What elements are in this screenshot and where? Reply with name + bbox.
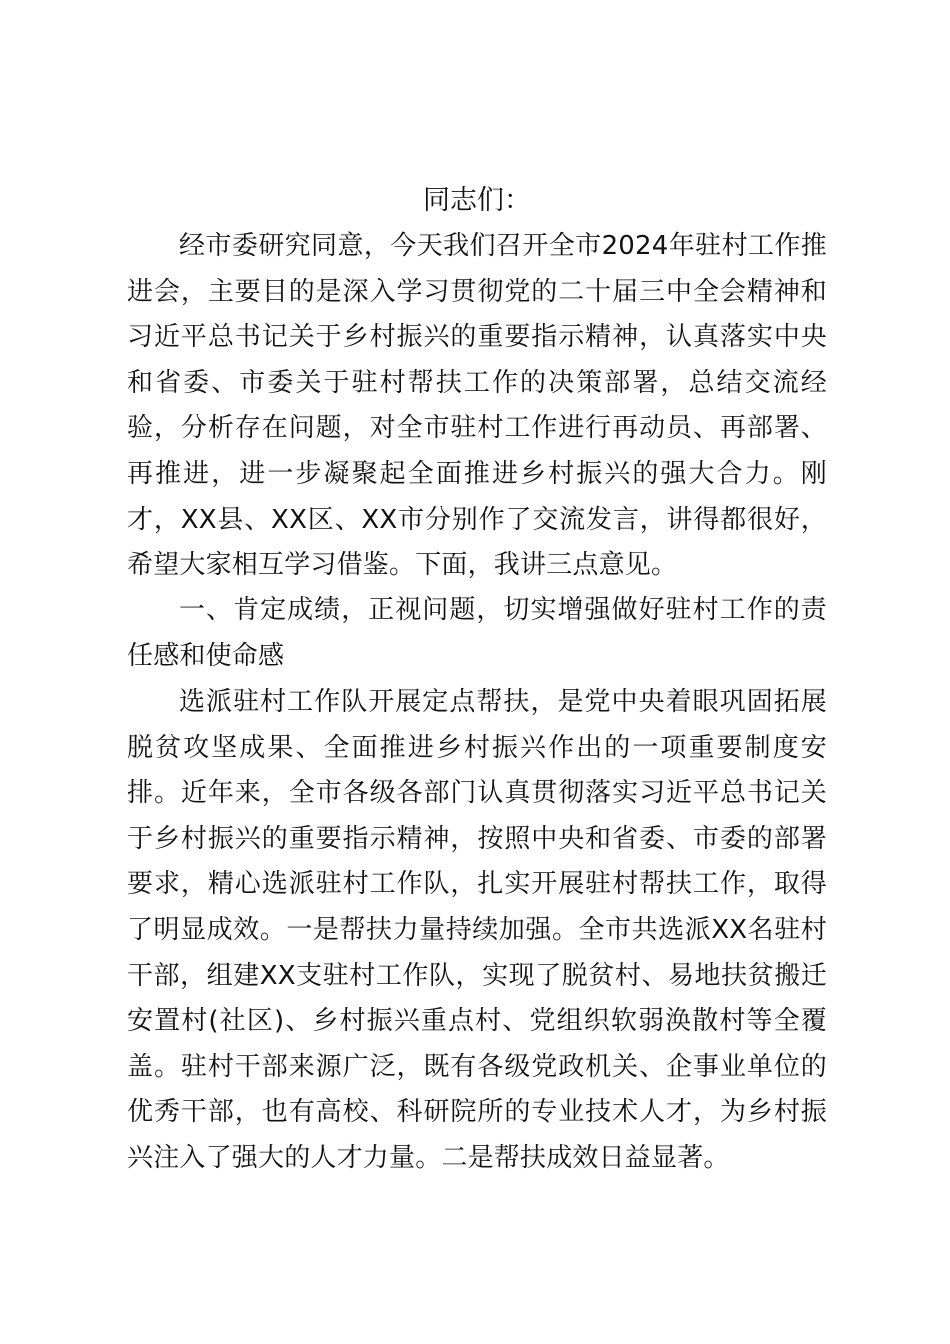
salutation: 同志们： [423, 185, 531, 216]
paragraph-intro: 经市委研究同意，今天我们召开全市2024年驻村工作推进会，主要目的是深入学习贯彻党的二十届三中全会精神和习近平总书记关于乡村振兴的重要指示精神，认真落实中央和省委、市委关于驻村帮扶工作的决策部署，总结交流经验，分析存在问题，对全市驻村工作进行再动员、再部署、再推进，进一步凝聚起全面推进乡村振兴的强大合力。刚才，XX县、XX区、XX市分别作了交流发言，讲得都很好，希望大家相互学习借鉴。下面，我讲三点意见。 [127, 231, 827, 581]
section-heading-1: 一、肯定成绩，正视问题，切实增强做好驻村工作的责任感和使命感 [127, 595, 827, 671]
paragraph-section-1-body: 选派驻村工作队开展定点帮扶，是党中央着眼巩固拓展脱贫攻坚成果、全面推进乡村振兴作出的一项重要制度安排。近年来，全市各级各部门认真贯彻落实习近平总书记关于乡村振兴的重要指示精神，按照中央和省委、市委的部署要求，精心选派驻村工作队，扎实开展驻村帮扶工作，取得了明显成效。一是帮扶力量持续加强。全市共选派XX名驻村干部，组建XX支驻村工作队，实现了脱贫村、易地扶贫搬迁安置村(社区)、乡村振兴重点村、党组织软弱涣散村等全覆盖。驻村干部来源广泛，既有各级党政机关、企事业单位的优秀干部，也有高校、科研院所的专业技术人才，为乡村振兴注入了强大的人才力量。二是帮扶成效日益显著。 [127, 687, 827, 1173]
